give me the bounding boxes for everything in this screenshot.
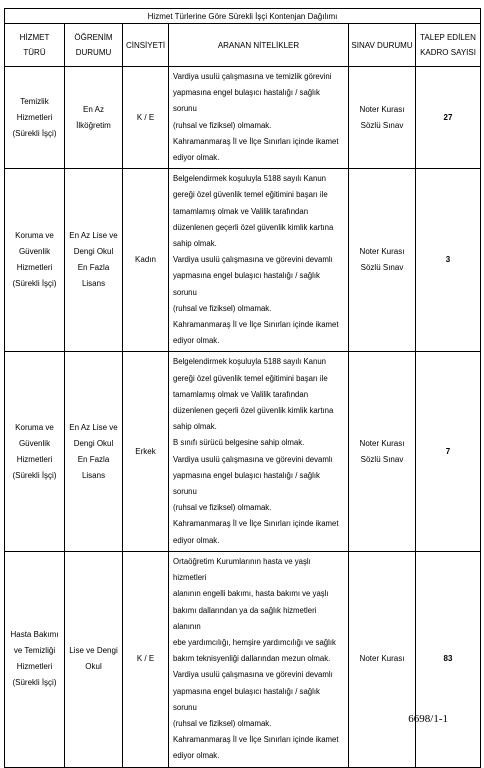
header-ogrenim: ÖĞRENİM DURUMU	[65, 24, 123, 67]
cell-cinsiyet: K / E	[123, 551, 169, 767]
requirement-line: (ruhsal ve fiziksel) olmamak.	[173, 718, 272, 728]
requirement-line: ediyor olmak.	[173, 336, 220, 346]
requirement-line: Ortaöğretim Kurumlarının hasta ve yaşlı hizmetleri	[173, 556, 311, 583]
requirement-line: Vardiya usulü çalışmasına ve görevini devamlı	[173, 454, 333, 464]
document-page	[4, 8, 480, 768]
cell-sinav: Noter Kurası Sözlü Sınav	[349, 67, 416, 169]
requirement-line: bakımı dallarından ya da sağlık hizmetleri alanının	[173, 605, 317, 631]
requirement-line: ediyor olmak.	[173, 535, 220, 545]
requirement-line: Kahramanmaraş İl ve İlçe Sınırları içinde ikamet	[173, 519, 339, 529]
requirement-line: Belgelendirmek koşuluyla 5188 sayılı Kanun	[173, 174, 326, 184]
cell-ogrenim: Lise ve Dengi Okul	[65, 551, 123, 767]
page-code: 6698/1-1	[408, 713, 448, 725]
requirement-line: düzenlenen geçerli özel güvenlik kimlik kartına	[173, 406, 334, 416]
cell-hizmet: Koruma ve Güvenlik Hizmetleri (Sürekli İşçi)	[5, 169, 65, 352]
header-sinav: SINAV DURUMU	[349, 24, 416, 67]
cell-talep: 27	[416, 67, 481, 169]
cell-talep: 83	[416, 551, 481, 767]
cell-ogrenim: En Az Lise ve Dengi Okul En Fazla Lisans	[65, 169, 123, 352]
requirement-line: yapmasına engel bulaşıcı hastalığı / sağlık sorunu	[173, 686, 320, 712]
requirement-line: Kahramanmaraş İl ve İlçe Sınırları içinde ikamet	[173, 735, 339, 745]
cell-talep: 3	[416, 169, 481, 352]
header-cinsiyet: CİNSİYETİ	[123, 24, 169, 67]
requirement-line: (ruhsal ve fiziksel) olmamak.	[173, 120, 272, 130]
requirement-line: (ruhsal ve fiziksel) olmamak.	[173, 303, 272, 313]
cell-cinsiyet: K / E	[123, 67, 169, 169]
requirement-line: yapmasına engel bulaşıcı hastalığı / sağlık sorunu	[173, 271, 320, 297]
requirement-line: B sınıfı sürücü belgesine sahip olmak.	[173, 438, 305, 448]
table-title: Hizmet Türlerine Göre Sürekli İşçi Kontenjan Dağılımı	[5, 9, 481, 24]
requirement-line: ebe yardımcılığı, hemşire yardımcılığı ve sağlık	[173, 637, 336, 647]
requirement-line: sahip olmak.	[173, 239, 217, 249]
header-talep: TALEP EDİLEN KADRO SAYISI	[416, 24, 481, 67]
table-row	[5, 169, 481, 352]
requirement-line: düzenlenen geçerli özel güvenlik kimlik kartına	[173, 222, 334, 232]
requirement-line: alanının engelli bakımı, hasta bakımı ve yaşlı	[173, 589, 329, 599]
requirement-line: yapmasına engel bulaşıcı hastalığı / sağlık sorunu	[173, 470, 320, 497]
cell-cinsiyet: Erkek	[123, 352, 169, 551]
quota-table	[4, 8, 481, 768]
requirement-line: tamamlamış olmak ve Valilik tarafından	[173, 206, 309, 216]
cell-sinav: Noter Kurası Sözlü Sınav	[349, 352, 416, 551]
requirement-line: Kahramanmaraş İl ve İlçe Sınırları içinde ikamet	[173, 320, 339, 330]
cell-nitelikler	[169, 352, 349, 551]
requirement-line: tamamlamış olmak ve Valilik tarafından	[173, 389, 309, 399]
requirement-line: ediyor olmak.	[173, 153, 220, 163]
cell-hizmet: Koruma ve Güvenlik Hizmetleri (Sürekli İşçi)	[5, 352, 65, 551]
requirement-line: Vardiya usulü çalışmasına ve görevini devamlı	[173, 255, 333, 265]
cell-nitelikler	[169, 67, 349, 169]
cell-nitelikler	[169, 551, 349, 767]
cell-talep: 7	[416, 352, 481, 551]
header-nitelikler: ARANAN NİTELİKLER	[169, 24, 349, 67]
header-hizmet: HİZMET TÜRÜ	[5, 24, 65, 67]
cell-ogrenim: En Az Lise ve Dengi Okul En Fazla Lisans	[65, 352, 123, 551]
cell-hizmet: Hasta Bakımı ve Temizliği Hizmetleri (Sürekli İşçi)	[5, 551, 65, 767]
cell-nitelikler	[169, 169, 349, 352]
table-row	[5, 67, 481, 169]
requirement-line: Kahramanmaraş İl ve İlçe Sınırları içinde ikamet	[173, 136, 339, 146]
requirement-line: gereği özel güvenlik temel eğitimini başarı ile	[173, 190, 328, 200]
table-row	[5, 551, 481, 767]
cell-ogrenim: En Az İlköğretim	[65, 67, 123, 169]
cell-sinav: Noter Kurası	[349, 551, 416, 767]
requirement-line: gereği özel güvenlik temel eğitimini başarı ile	[173, 373, 328, 383]
header-row	[5, 24, 481, 67]
cell-hizmet: Temizlik Hizmetleri (Sürekli İşçi)	[5, 67, 65, 169]
requirement-line: Vardiya usulü çalışmasına ve temizlik görevini	[173, 72, 332, 81]
requirement-line: Vardiya usulü çalışmasına ve görevini devamlı	[173, 670, 333, 680]
requirement-line: (ruhsal ve fiziksel) olmamak.	[173, 503, 272, 513]
requirement-line: Belgelendirmek koşuluyla 5188 sayılı Kanun	[173, 357, 326, 367]
requirement-line: yapmasına engel bulaşıcı hastalığı / sağlık sorunu	[173, 88, 320, 114]
table-row	[5, 352, 481, 551]
requirement-line: ediyor olmak.	[173, 751, 220, 761]
cell-cinsiyet: Kadın	[123, 169, 169, 352]
cell-sinav: Noter Kurası Sözlü Sınav	[349, 169, 416, 352]
requirement-line: sahip olmak.	[173, 422, 217, 432]
requirement-line: bakım teknisyenliği dallarından mezun olmak.	[173, 654, 331, 664]
